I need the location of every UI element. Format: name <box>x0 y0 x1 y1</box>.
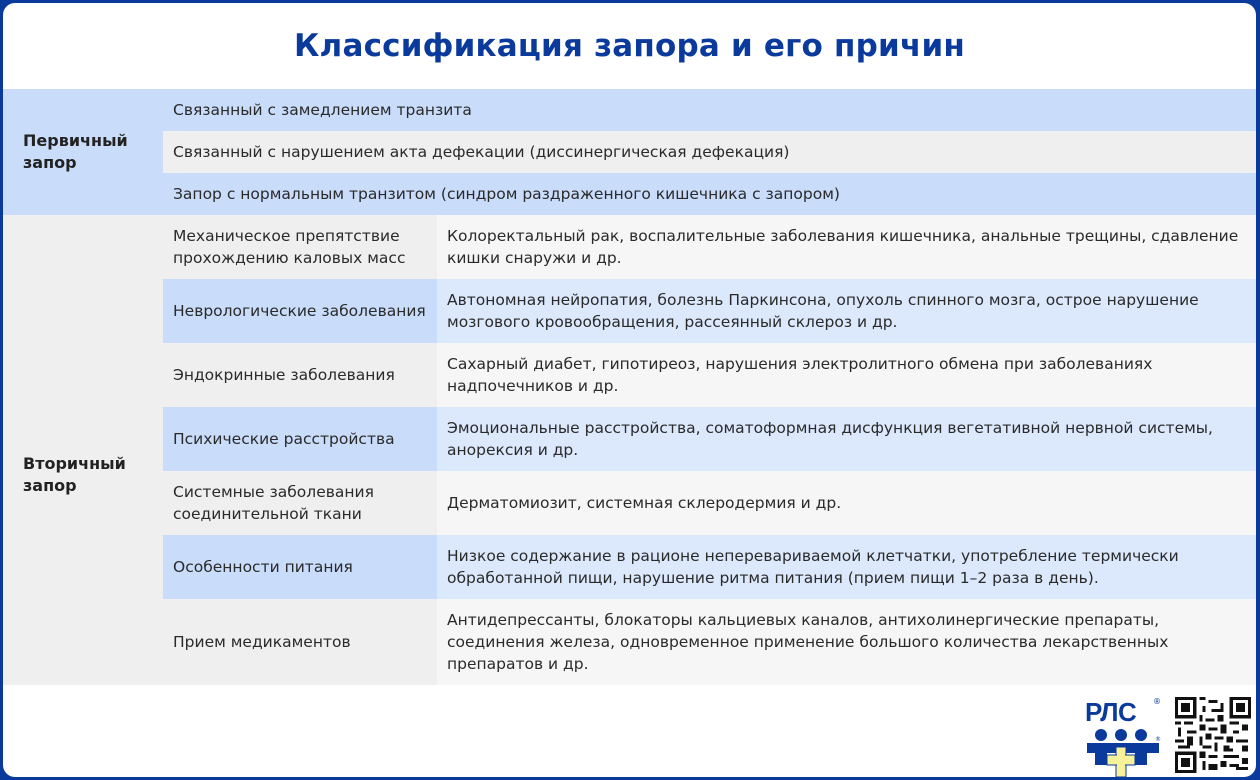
cause-examples: Колоректальный рак, воспалительные заболевания кишечника, анальные трещины, сдавление кишки снаружи и др. <box>437 215 1256 279</box>
classification-table <box>3 89 1256 685</box>
logo-text: РЛС <box>1085 697 1137 727</box>
cause-category: Механическое препятствие прохождению каловых масс <box>163 215 437 279</box>
group-secondary <box>3 215 1256 685</box>
cause-examples: Дерматомиозит, системная склеродермия и др. <box>437 471 1256 535</box>
page-title: Классификация запора и его причин <box>294 28 965 64</box>
table-row <box>163 407 1256 471</box>
cause-examples: Эмоциональные расстройства, соматоформная дисфункция вегетативной нервной системы, анорексия и др. <box>437 407 1256 471</box>
table-row <box>163 215 1256 279</box>
table-row <box>163 89 1256 131</box>
table-row <box>163 471 1256 535</box>
primary-rows <box>163 89 1256 215</box>
cause-examples: Антидепрессанты, блокаторы кальциевых каналов, антихолинергические препараты, соединения железа, одновременное применение большого количества лекарственных препаратов и др. <box>437 599 1256 685</box>
group-label-secondary: Вторичный запор <box>3 215 163 685</box>
cause-category: Системные заболевания соединительной ткани <box>163 471 437 535</box>
cause-category: Психические расстройства <box>163 407 437 471</box>
table-row <box>163 599 1256 685</box>
table-row <box>163 343 1256 407</box>
cause-category: Эндокринные заболевания <box>163 343 437 407</box>
table-row <box>163 535 1256 599</box>
table-row <box>163 279 1256 343</box>
infographic-card <box>3 3 1256 777</box>
table-row <box>163 131 1256 173</box>
cause-examples: Сахарный диабет, гипотиреоз, нарушения электролитного обмена при заболеваниях надпочечников и др. <box>437 343 1256 407</box>
cause-category: Неврологические заболевания <box>163 279 437 343</box>
secondary-rows <box>163 215 1256 685</box>
cause-category: Особенности питания <box>163 535 437 599</box>
primary-type: Запор с нормальным транзитом (синдром раздраженного кишечника с запором) <box>163 173 1256 215</box>
primary-type: Связанный с замедлением транзита <box>163 89 1256 131</box>
rls-people-cross-icon <box>1083 727 1163 777</box>
rls-logo <box>1083 697 1163 775</box>
group-label-primary: Первичный запор <box>3 89 163 215</box>
registered-mark: ® <box>1153 697 1161 706</box>
table-row <box>163 173 1256 215</box>
cause-examples: Автономная нейропатия, болезнь Паркинсона, опухоль спинного мозга, острое нарушение мозгового кровообращения, рассеянный склероз и др. <box>437 279 1256 343</box>
svg-text:®: ® <box>1155 736 1161 743</box>
primary-type: Связанный с нарушением акта дефекации (диссинергическая дефекация) <box>163 131 1256 173</box>
group-primary <box>3 89 1256 215</box>
cause-category: Прием медикаментов <box>163 599 437 685</box>
qr-code-icon[interactable] <box>1175 697 1251 773</box>
cause-examples: Низкое содержание в рационе неперевариваемой клетчатки, употребление термически обработанной пищи, нарушение ритма питания (прием пищи 1–2 раза в день). <box>437 535 1256 599</box>
